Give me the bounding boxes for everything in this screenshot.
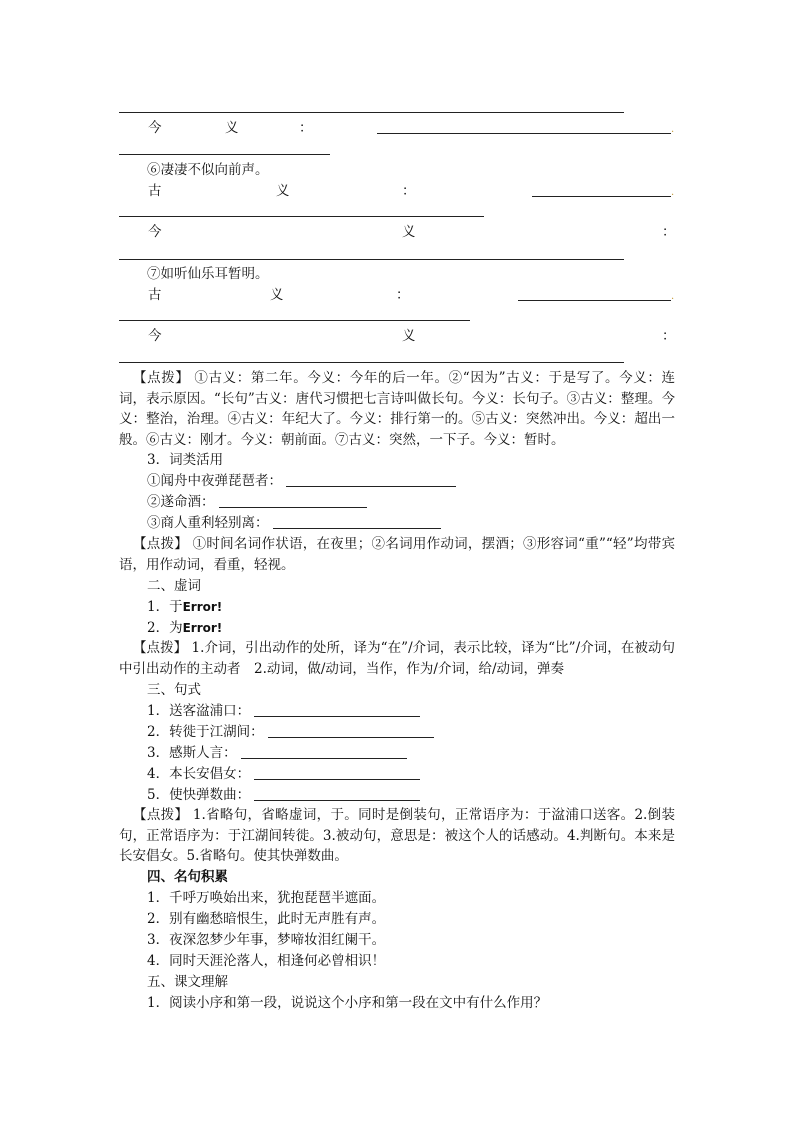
item-text: ②遂命酒：: [147, 494, 215, 510]
list-item: [119, 764, 703, 784]
list-item: [119, 701, 703, 721]
list-item: [119, 471, 703, 491]
yi-label: 义: [402, 328, 416, 344]
answer-line[interactable]: [119, 216, 484, 217]
list-item: 1．千呼万唤始出来，犹抱琵琶半遮面。: [147, 890, 386, 906]
hint-paragraph: 【点拨】 ①古义：第二年。今义：今年的后一年。②“因为”古义：于是写了。今义：连词，表示原因。“长句”古义：唐代习惯把七言诗叫做长句。今义：长句子。③古义：整理。今义：整治，治理。④古义：年纪大了。今义：排行第一的。⑤古义：突然冲出。今义：超出一般。⑥古义：刚才。今义：朝前面。⑦古义：突然，一下子。今义：暂时。: [119, 370, 675, 448]
list-item: [119, 722, 703, 742]
hint-paragraph: 【点拨】 1.介词，引出动作的处所，译为“在”/介词，表示比较，译为“比”/介词，在被动句中引出动作的主动者 2.动词，做/动词，当作，作为/介词，给/动词，弹奏: [119, 640, 675, 677]
item-text: 4．本长安倡女：: [147, 766, 251, 782]
list-item: 3．夜深忽梦少年事，梦啼妆泪红阑干。: [147, 932, 386, 948]
answer-line[interactable]: [119, 362, 624, 363]
gu-label: 古: [148, 287, 162, 303]
item-text: 2．为: [147, 620, 183, 636]
list-item: 2．别有幽愁暗恨生，此时无声胜有声。: [147, 911, 386, 927]
answer-line[interactable]: [377, 133, 671, 134]
yi-label: 义: [402, 224, 416, 240]
item-text: 3．感斯人言：: [147, 745, 237, 761]
colon-label: ：: [396, 287, 410, 303]
answer-blank[interactable]: [254, 702, 420, 717]
answer-blank[interactable]: [286, 472, 456, 487]
item-text: 5．使快弹数曲：: [147, 787, 251, 803]
item-7-title: ⑦如听仙乐耳暂明。: [147, 266, 269, 282]
list-item: [119, 513, 703, 533]
list-item: [119, 785, 703, 805]
colon-label: ：: [662, 328, 676, 344]
list-item: [119, 597, 703, 617]
list-item: [119, 492, 703, 512]
dot-mark: ·: [671, 294, 675, 305]
dot-mark: ·: [671, 190, 675, 201]
error-text: Error!: [182, 621, 223, 635]
jin-label: 今: [148, 120, 162, 136]
hint-paragraph: 【点拨】 1.省略句，省略虚词，于。同时是倒装句，正常语序为：于湓浦口送客。2.倒装句，正常语序为：于江湖间转徙。3.被动句，意思是：被这个人的话感动。4.判断句。本来是长安倡女。5.省略句。使其快弹数曲。: [119, 807, 675, 864]
yi-label: 义: [225, 120, 239, 136]
answer-line[interactable]: [119, 154, 330, 155]
answer-line[interactable]: [119, 320, 470, 321]
section-title: 五、课文理解: [147, 974, 228, 990]
answer-blank[interactable]: [268, 723, 434, 738]
answer-line[interactable]: [518, 300, 671, 301]
section-title: 二、虚词: [147, 578, 201, 594]
colon-label: ：: [402, 183, 416, 199]
jin-label: 今: [148, 328, 162, 344]
question-text: 1．阅读小序和第一段，说说这个小序和第一段在文中有什么作用？: [147, 995, 548, 1011]
jin-label: 今: [148, 224, 162, 240]
item-text: ③商人重利轻别离：: [147, 515, 269, 531]
item-text: 2．转徙于江湖间：: [147, 724, 264, 740]
section-title: 3．词类活用: [147, 452, 224, 468]
gu-label: 古: [148, 183, 162, 199]
list-item: [119, 618, 703, 638]
answer-line[interactable]: [532, 196, 671, 197]
answer-blank[interactable]: [254, 765, 420, 780]
answer-blank[interactable]: [219, 493, 367, 508]
error-text: Error!: [182, 600, 223, 614]
colon-label: ：: [299, 120, 313, 136]
dot-mark: ·: [671, 127, 675, 138]
answer-line[interactable]: [119, 259, 624, 260]
list-item: 4．同时天涯沦落人，相逢何必曾相识！: [147, 953, 386, 969]
answer-blank[interactable]: [273, 514, 441, 529]
answer-line[interactable]: [119, 112, 624, 113]
item-text: ①闻舟中夜弹琵琶者：: [147, 473, 282, 489]
hint-paragraph: 【点拨】 ①时间名词作状语，在夜里；②名词用作动词，摆酒；③形容词“重”“轻”均带宾语，用作动词，看重，轻视。: [119, 536, 675, 573]
item-text: 1．送客湓浦口：: [147, 703, 251, 719]
item-6-title: ⑥凄凄不似向前声。: [147, 162, 269, 178]
list-item: [119, 743, 703, 763]
answer-blank[interactable]: [241, 744, 407, 759]
section-title: 三、句式: [147, 682, 201, 698]
yi-label: 义: [270, 287, 284, 303]
item-text: 1．于: [147, 599, 183, 615]
answer-blank[interactable]: [254, 786, 420, 801]
section-title: 四、名句积累: [147, 869, 228, 885]
colon-label: ：: [662, 224, 676, 240]
yi-label: 义: [276, 183, 290, 199]
